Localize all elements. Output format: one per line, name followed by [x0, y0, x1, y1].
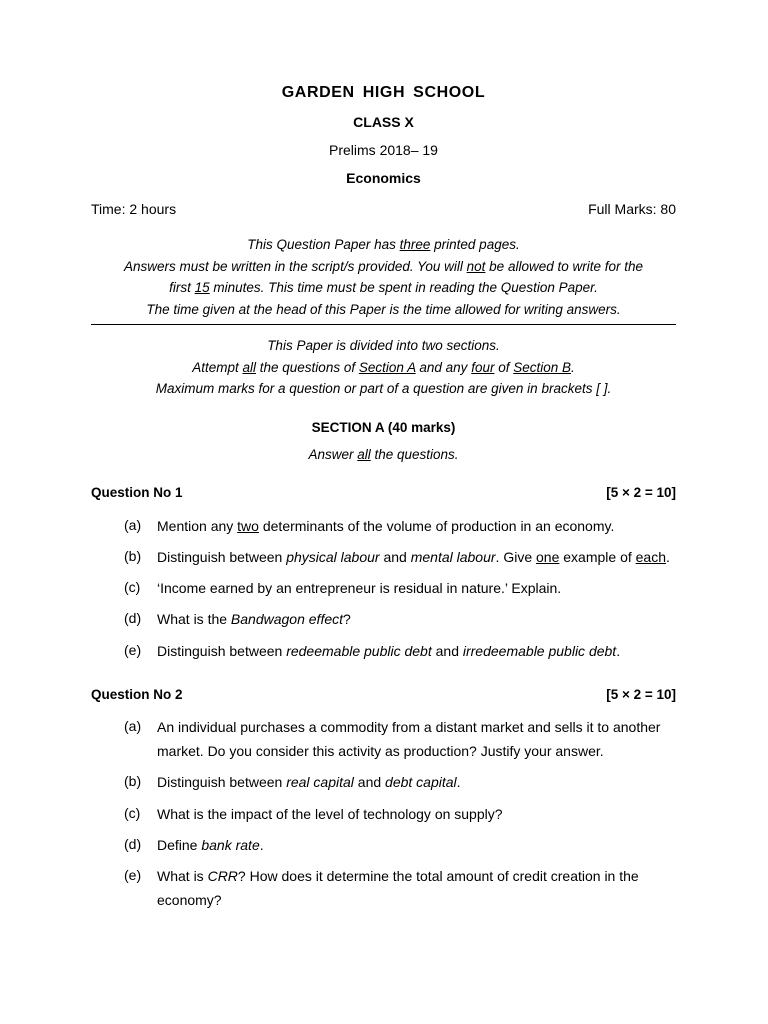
q1-d-text: What is the Bandwagon effect?: [157, 611, 351, 627]
q2-e-text: [157, 864, 677, 912]
q1-a-text: Mention any two determinants of the volume of production in an economy.: [157, 518, 615, 534]
q2-e-label: (e): [124, 867, 142, 883]
q2-c-text: What is the impact of the level of technology on supply?: [157, 806, 503, 822]
instruction-line: Answers must be written in the script/s provided. You will not be allowed to write for the: [123, 258, 644, 274]
sections-info-line: Maximum marks for a question or part of a question are given in brackets [ ].: [155, 381, 612, 397]
subject-title: Economics: [346, 170, 421, 186]
question-1-title: Question No 1: [91, 485, 183, 500]
instruction-line: The time given at the head of this Paper is the time allowed for writing answers.: [146, 302, 621, 318]
q1-b-label: (b): [124, 548, 142, 564]
q2-a-line: market. Do you consider this activity as production? Justify your answer.: [157, 743, 604, 759]
q2-a-label: (a): [124, 718, 142, 734]
q2-a-line: An individual purchases a commodity from a distant market and sells it to another: [157, 719, 661, 735]
exam-name: Prelims 2018– 19: [329, 142, 438, 158]
question-1-marks: [5 × 2 = 10]: [606, 485, 676, 500]
q2-b-text: Distinguish between real capital and debt capital.: [157, 774, 461, 790]
q1-d-label: (d): [124, 610, 142, 626]
sections-info-line: Attempt all the questions of Section A and any four of Section B.: [192, 359, 575, 375]
header-divider: [91, 324, 676, 325]
q1-e-text: Distinguish between redeemable public debt and irredeemable public debt.: [157, 643, 621, 659]
q2-e-line: economy?: [157, 892, 222, 908]
q2-d-label: (d): [124, 836, 142, 852]
section-a-title: SECTION A (40 marks): [311, 420, 456, 435]
question-2-marks: [5 × 2 = 10]: [606, 687, 676, 702]
q2-e-line: What is CRR? How does it determine the total amount of credit creation in the: [157, 868, 639, 884]
school-name: GARDEN HIGH SCHOOL: [281, 84, 486, 101]
instruction-line: first 15 minutes. This time must be spent in reading the Question Paper.: [169, 280, 598, 296]
q1-e-label: (e): [124, 642, 142, 658]
q1-c-text: ‘Income earned by an entrepreneur is residual in nature.’ Explain.: [157, 580, 562, 596]
q1-c-label: (c): [124, 579, 141, 595]
sections-info-line: This Paper is divided into two sections.: [267, 338, 500, 353]
instructions-block: [91, 234, 676, 321]
q2-a-text: [157, 715, 677, 763]
question-2-title: Question No 2: [91, 687, 183, 702]
q2-c-label: (c): [124, 805, 141, 821]
q1-b-text: Distinguish between physical labour and mental labour. Give one example of each.: [157, 549, 670, 565]
q2-d-text: Define bank rate.: [157, 837, 264, 853]
full-marks: Full Marks: 80: [588, 201, 676, 217]
section-a-subtitle: Answer all the questions.: [308, 447, 459, 462]
sections-info-block: [91, 335, 676, 400]
instruction-line: This Question Paper has three printed pages.: [247, 237, 520, 252]
q1-a-label: (a): [124, 517, 142, 533]
time-allowed: Time: 2 hours: [91, 201, 177, 217]
class-heading: CLASS X: [353, 114, 414, 130]
q2-b-label: (b): [124, 773, 142, 789]
